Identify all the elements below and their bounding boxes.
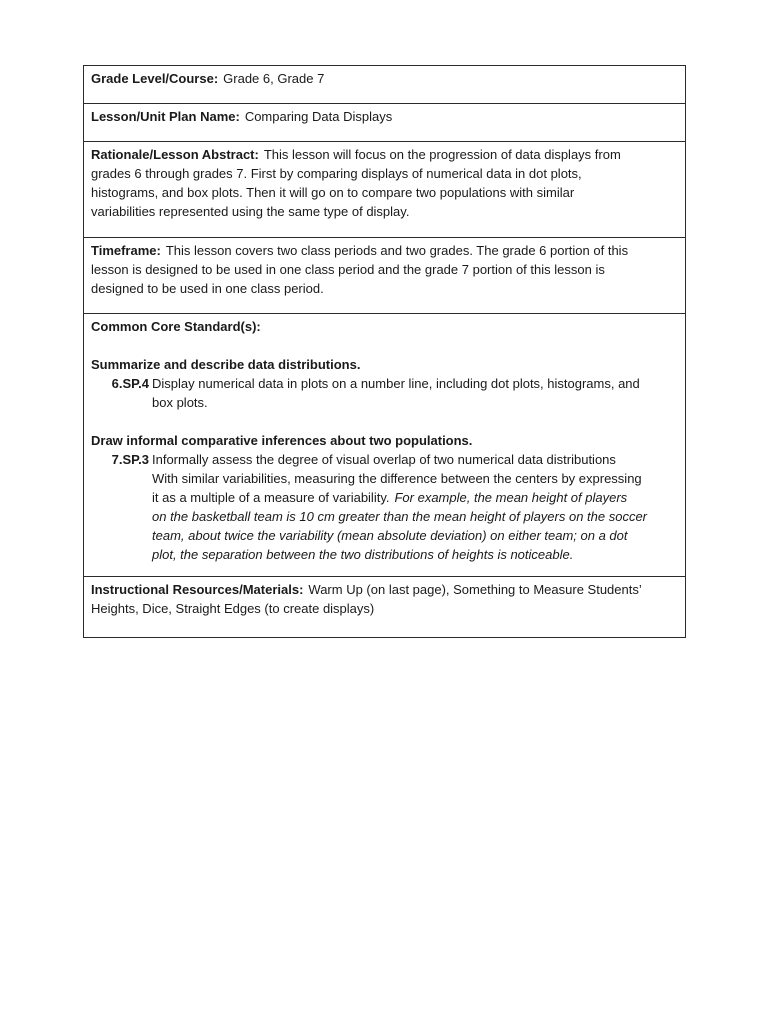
standards-label: Common Core Standard(s): [91, 319, 261, 334]
grade-level-row [84, 66, 685, 104]
materials-label: Instructional Resources/Materials: [91, 582, 304, 597]
standard-code: 6.SP.4 [111, 376, 149, 391]
domain-heading: Draw informal comparative inferences about two populations. [91, 433, 473, 448]
standard-text-line: With similar variabilities, measuring the difference between the centers by expressing [152, 471, 642, 486]
timeframe-text-line: This lesson covers two class periods and two grades. The grade 6 portion of this [165, 243, 629, 258]
timeframe-row [84, 238, 685, 314]
materials-text-line: Warm Up (on last page), Something to Measure Students’ [308, 582, 642, 597]
materials-row [84, 577, 685, 637]
grade-level-label: Grade Level/Course: [91, 71, 219, 86]
rationale-text-line: histograms, and box plots. Then it will go on to compare two populations with similar [91, 185, 575, 200]
lesson-plan-table [83, 65, 686, 638]
timeframe-text-line: lesson is designed to be used in one class period and the grade 7 portion of this lesson is [91, 262, 605, 277]
standard-7-sp-3 [91, 450, 678, 469]
standard-example-line: team, about twice the variability (mean absolute deviation) on either team; on a dot [152, 528, 628, 543]
standard-example-text: For example, the mean height of players [394, 490, 628, 505]
lesson-name-value: Comparing Data Displays [244, 109, 393, 124]
lesson-name-label: Lesson/Unit Plan Name: [91, 109, 240, 124]
standard-example-line: plot, the separation between the two distributions of heights is noticeable. [152, 547, 574, 562]
rationale-row [84, 142, 685, 238]
standard-6-sp-4 [91, 374, 678, 393]
standard-text-line: Display numerical data in plots on a number line, including dot plots, histograms, and [152, 376, 640, 391]
timeframe-label: Timeframe: [91, 243, 161, 258]
standard-text-line: Informally assess the degree of visual overlap of two numerical data distributions [152, 452, 616, 467]
standard-text-plain: it as a multiple of a measure of variability. [152, 490, 390, 505]
rationale-text-line: variabilities represented using the same type of display. [91, 204, 410, 219]
lesson-name-row [84, 104, 685, 142]
standard-text-line [91, 488, 678, 507]
grade-level-value: Grade 6, Grade 7 [223, 71, 325, 86]
rationale-text-line: grades 6 through grades 7. First by comparing displays of numerical data in dot plots, [91, 166, 582, 181]
materials-text-line: Heights, Dice, Straight Edges (to create displays) [91, 601, 375, 616]
standard-code: 7.SP.3 [111, 452, 149, 467]
timeframe-text-line: designed to be used in one class period. [91, 281, 324, 296]
standard-example-line: on the basketball team is 10 cm greater than the mean height of players on the soccer [152, 509, 648, 524]
domain-heading: Summarize and describe data distributions. [91, 357, 361, 372]
standards-row [84, 314, 685, 577]
standard-text-line: box plots. [152, 395, 208, 410]
rationale-text-line: This lesson will focus on the progression of data displays from [263, 147, 621, 162]
rationale-label: Rationale/Lesson Abstract: [91, 147, 259, 162]
